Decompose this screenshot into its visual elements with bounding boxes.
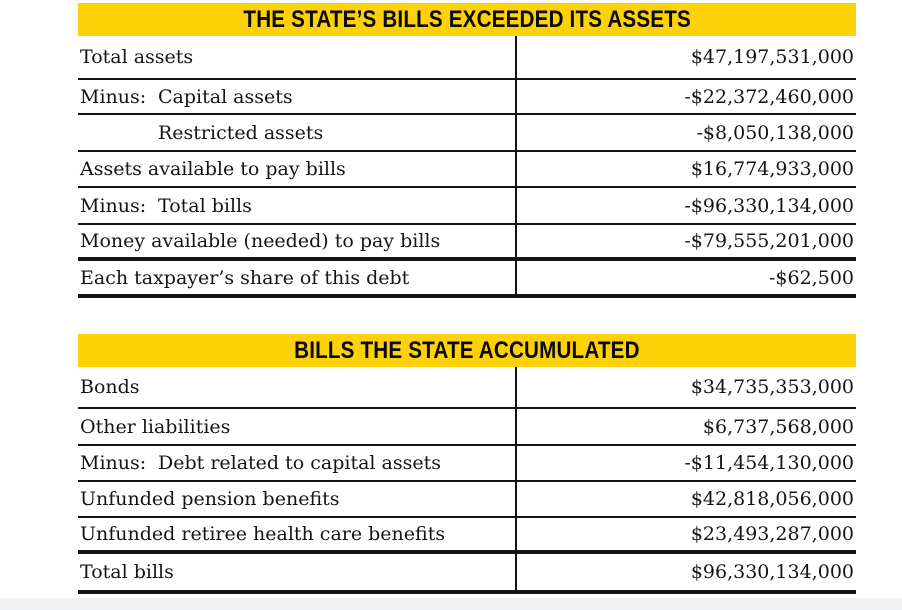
row-label [78,115,517,150]
row-label [78,225,517,257]
row-label-text: Other liabilities [80,415,231,438]
row-value: $47,197,531,000 [690,46,854,68]
table-row [78,367,856,409]
page-bottom-edge [0,598,902,610]
table-row [78,409,856,446]
row-value: -$22,372,460,000 [684,85,854,108]
table-body [78,36,856,298]
row-value: -$62,500 [769,266,854,289]
row-label-text: Total bills [158,194,252,217]
row-label-text: Money available (needed) to pay bills [80,230,441,252]
row-value: $42,818,056,000 [690,488,854,510]
row-label-text: Total bills [80,561,174,583]
row-value: -$11,454,130,000 [684,452,854,474]
row-value: $34,735,353,000 [690,376,854,398]
row-value: -$79,555,201,000 [684,230,854,252]
row-value: -$96,330,134,000 [684,194,854,217]
table-row [78,446,856,482]
table-title: THE STATE’S BILLS EXCEEDED ITS ASSETS [243,5,691,33]
row-label [78,482,517,516]
table-bills-accumulated [78,334,856,594]
row-value: $23,493,287,000 [690,523,854,545]
row-label-text: Debt related to capital assets [158,452,441,474]
row-label [78,367,517,407]
table-row [78,554,856,594]
row-label [78,80,517,113]
table-row [78,115,856,152]
row-label-text: Assets available to pay bills [80,158,346,180]
row-label [78,446,517,480]
row-label [78,518,517,550]
table-row [78,80,856,115]
table-header-banner [78,3,856,36]
row-label-text: Each taxpayer’s share of this debt [80,266,410,289]
row-value: -$8,050,138,000 [696,121,854,144]
row-label [78,409,517,444]
row-label [78,152,517,186]
row-prefix: Minus: [80,194,147,217]
table-row [78,152,856,188]
table-body [78,367,856,594]
row-value: $16,774,933,000 [690,158,854,180]
table-header-banner [78,334,856,367]
row-value: $6,737,568,000 [702,415,854,438]
row-label-text: Bonds [80,376,140,398]
table-row [78,36,856,80]
table-row [78,261,856,298]
row-label [78,36,517,78]
row-label-text: Restricted assets [158,121,324,144]
row-label [78,261,517,294]
row-label-text: Unfunded retiree health care benefits [80,523,446,545]
row-value: $96,330,134,000 [690,561,854,583]
table-row [78,225,856,261]
row-prefix: Minus: [80,85,147,108]
row-label [78,188,517,223]
row-label-text: Unfunded pension benefits [80,488,340,510]
table-assets-vs-bills [78,3,856,298]
table-row [78,482,856,518]
row-label-text: Total assets [80,46,194,68]
row-prefix: Minus: [80,452,147,474]
table-row [78,518,856,554]
table-title: BILLS THE STATE ACCUMULATED [294,336,640,364]
row-label [78,554,517,590]
row-label-text: Capital assets [158,85,293,108]
table-row [78,188,856,225]
